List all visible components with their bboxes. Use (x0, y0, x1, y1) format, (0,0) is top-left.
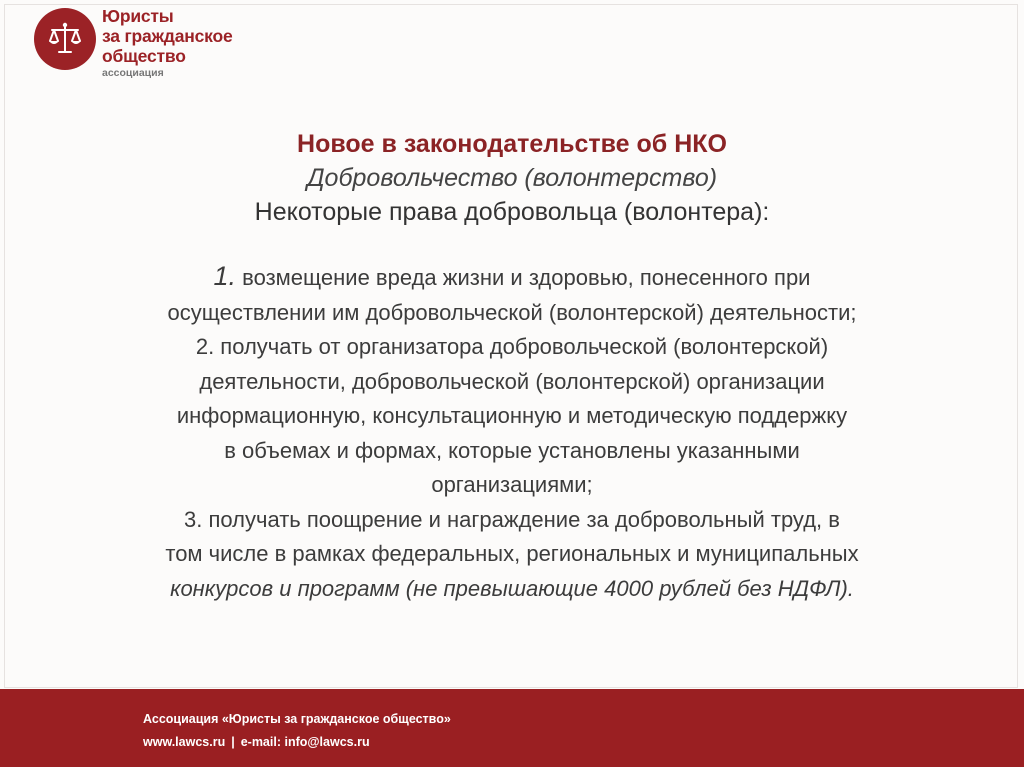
list-item-2-line-4: в объемах и формах, которые установлены указанными (224, 437, 800, 463)
logo-subtitle: ассоциация (102, 67, 164, 79)
list-item-2-line-2: деятельности, добровольческой (волонтерской) организации (199, 368, 825, 394)
slide-content (60, 127, 964, 606)
list-item-3-line-3: конкурсов и программ (не превышающие 4000 рублей без НДФЛ). (170, 575, 854, 601)
slide-subtitle: Добровольчество (волонтерство) (306, 164, 718, 192)
logo-line-2: за гражданское (102, 26, 233, 46)
list-item-1-text: возмещение вреда жизни и здоровью, понесенного при (236, 265, 811, 290)
list-item-3-line-1: 3. получать поощрение и награждение за добровольный труд, в (184, 506, 840, 532)
list-item-1-line-2: осуществлении им добровольческой (волонтерской) деятельности; (167, 299, 857, 325)
footer-separator: | (231, 735, 235, 749)
list-item-2-line-3: информационную, консультационную и методическую поддержку (176, 403, 848, 428)
logo (34, 4, 232, 79)
logo-line-1: Юристы (102, 6, 174, 26)
list-item-1-number: 1. (213, 261, 237, 291)
footer (0, 689, 1024, 767)
list-item-2-line-5: организациями; (431, 472, 593, 497)
logo-text (102, 6, 232, 79)
list-item-3-line-2: том числе в рамках федеральных, региональных и муниципальных (165, 541, 859, 566)
footer-email-link[interactable]: e-mail: info@lawcs.ru (240, 735, 370, 749)
slide-title: Новое в законодательстве об НКО (297, 130, 727, 158)
footer-contacts (143, 735, 370, 749)
list-item-1-line-1 (60, 259, 964, 296)
slide-heading: Некоторые права добровольца (волонтера): (254, 198, 770, 226)
list-item-2-line-1: 2. получать от организатора добровольческой (волонтерской) (195, 334, 829, 359)
scales-of-justice-icon (34, 8, 96, 70)
footer-org: Ассоциация «Юристы за гражданское общество» (143, 712, 451, 726)
rights-list (60, 259, 964, 606)
footer-website-link[interactable]: www.lawcs.ru (143, 735, 226, 749)
logo-line-3: общество (102, 46, 186, 66)
